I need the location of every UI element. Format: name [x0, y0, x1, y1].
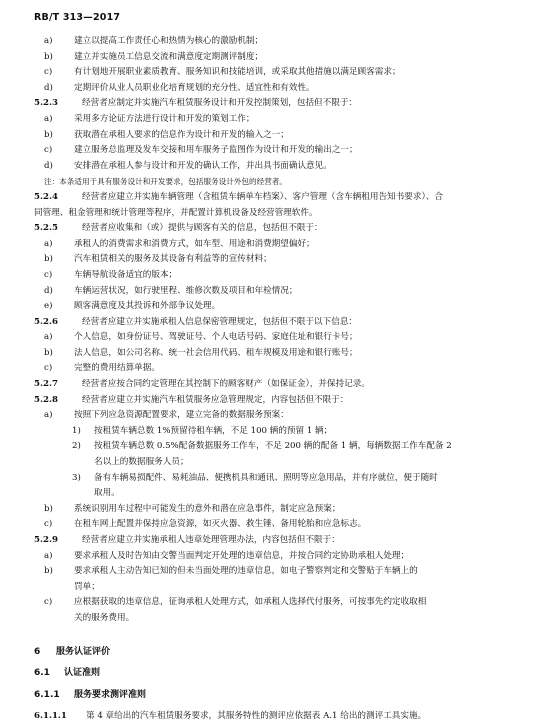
list-item: e) 顾客满意度及其投诉和外部争议处理。 [44, 301, 221, 312]
clause-continuation: 同管理、租金管理和统计管理等程序，并配置计算机设备及经营管理软件。 [34, 207, 318, 218]
list-item: d) 安排潜在承租人参与设计和开发的确认工作，并出具书面确认意见。 [44, 160, 332, 171]
list-item: c) 有计划地开展职业素质教育、服务知识和技能培训，或采取其他措施以满足顾客需求； [44, 67, 401, 78]
section-6-1-heading: 6.1 认证准则 [34, 668, 101, 679]
list-item: c) 完整的费用结算单据。 [44, 363, 160, 374]
list-item: c) 应根据获取的违章信息，征询承租人处理方式，如承租人选择代付服务，可按事先约定收取相 [44, 597, 427, 608]
document-body [34, 34, 514, 725]
list-item: a) 按照下列应急资源配置要求，建立完备的数据服务预案： [44, 410, 289, 421]
clause-5-2-8: 5.2.8 经营者应建立并实施汽车租赁服务应急管理规定，内容包括但不限于： [34, 394, 349, 405]
list-item: b) 获取潜在承租人要求的信息作为设计和开发的输入之一； [44, 129, 289, 140]
clause-5-2-9: 5.2.9 经营者应建立并实施承租人违章处理管理办法，内容包括但不限于： [34, 535, 340, 545]
section-6-1-1-heading: 6.1.1 服务要求测评准则 [34, 689, 147, 700]
list-item: c) 建立服务总监理及发车交接和用车服务子监图作为设计和开发的输出之一； [44, 145, 358, 156]
clause-5-2-7: 5.2.7 经营者应按合同约定管理在其控制下的顾客财产（如保证金），并保持记录。 [34, 379, 370, 390]
sub-list-continuation: 取用。 [94, 488, 120, 499]
list-item: d) 车辆运营状况，如行驶里程、维修次数及项目和年检情况； [44, 285, 298, 296]
sub-list-continuation: 名以上的数据服务人员； [94, 457, 189, 468]
list-item: b) 系统识别用车过程中可能发生的意外和潜在应急事件，制定应急预案； [44, 503, 341, 514]
sub-list-item: 2) 按租赁车辆总数 0.5%配备数据服务工作车，不足 200 辆的配备 1 辆，每辆数据工作车配备 2 [72, 441, 452, 452]
list-item: a) 承租人的消费需求和消费方式，如车型、用途和消费期望偏好； [44, 238, 315, 249]
standard-code-header: RB/T 313—2017 [34, 12, 121, 23]
list-item: a) 要求承租人及时告知由交警当面判定开处理的违章信息，并按合同约定协助承租人处理； [44, 550, 410, 561]
clause-5-2-6: 5.2.6 经营者应建立并实施承租人信息保密管理规定，包括但不限于以下信息： [34, 316, 358, 327]
list-item: b) 法人信息，如公司名称、统一社会信用代码、租车规模及用途和银行账号； [44, 347, 358, 358]
list-item: d) 定期评价从业人员职业化培育规划的充分性、适宜性和有效性。 [44, 82, 315, 93]
list-continuation: 罚单； [74, 581, 100, 592]
clause-note: 注：本条适用于具有服务设计和开发要求，包括服务设计外包的经营者。 [44, 177, 287, 187]
list-item: a) 个人信息，如身份证号、驾驶证号、个人电话号码、家庭住址和银行卡号； [44, 332, 358, 343]
list-item: b) 汽车租赁相关的服务及其设备有利益等的宣传材料； [44, 254, 272, 265]
list-item: c) 车辆导航设备适宜的版本； [44, 269, 178, 280]
list-item: b) 建立并实施员工信息交流和满意度定期测评制度； [44, 51, 264, 62]
clause-5-2-3: 5.2.3 经营者应制定并实施汽车租赁服务设计和开发控制策划，包括但不限于： [34, 98, 358, 109]
section-6-heading: 6 服务认证评价 [34, 646, 111, 657]
list-item: c) 在租车网上配置并保持应急资源，如灭火器、救生锤、备用轮胎和应急标志。 [44, 519, 367, 530]
clause-5-2-5: 5.2.5 经营者应收集和（或）提供与顾客有关的信息，包括但不限于： [34, 223, 323, 234]
clause-6-1-1-1: 6.1.1.1 第 4 章给出的汽车租赁服务要求，其服务特性的测评应依据表 A.1 给出的测评工具实施。 [34, 711, 427, 722]
sub-list-item: 1) 按租赁车辆总数 1%预留待租车辆，不足 100 辆的预留 1 辆； [72, 425, 333, 436]
sub-list-item: 3) 备有车辆易损配件、易耗油品、便携机具和通讯、照明等应急用品，并有序就位，便于随时 [72, 472, 438, 483]
list-item: b) 要求承租人主动告知已知的但未当面处理的违章信息，如电子警察判定和交警贴于车辆上的 [44, 566, 418, 577]
list-item: a) 采用多方论证方法进行设计和开发的策划工作； [44, 113, 255, 124]
list-continuation: 关的服务费用。 [74, 612, 135, 623]
list-item: a) 建立以提高工作责任心和热情为核心的激励机制； [44, 36, 264, 46]
clause-5-2-4: 5.2.4 经营者应建立并实施车辆管理（含租赁车辆单车档案）、客户管理（含车辆租用告知书要求）、合 [34, 191, 443, 202]
